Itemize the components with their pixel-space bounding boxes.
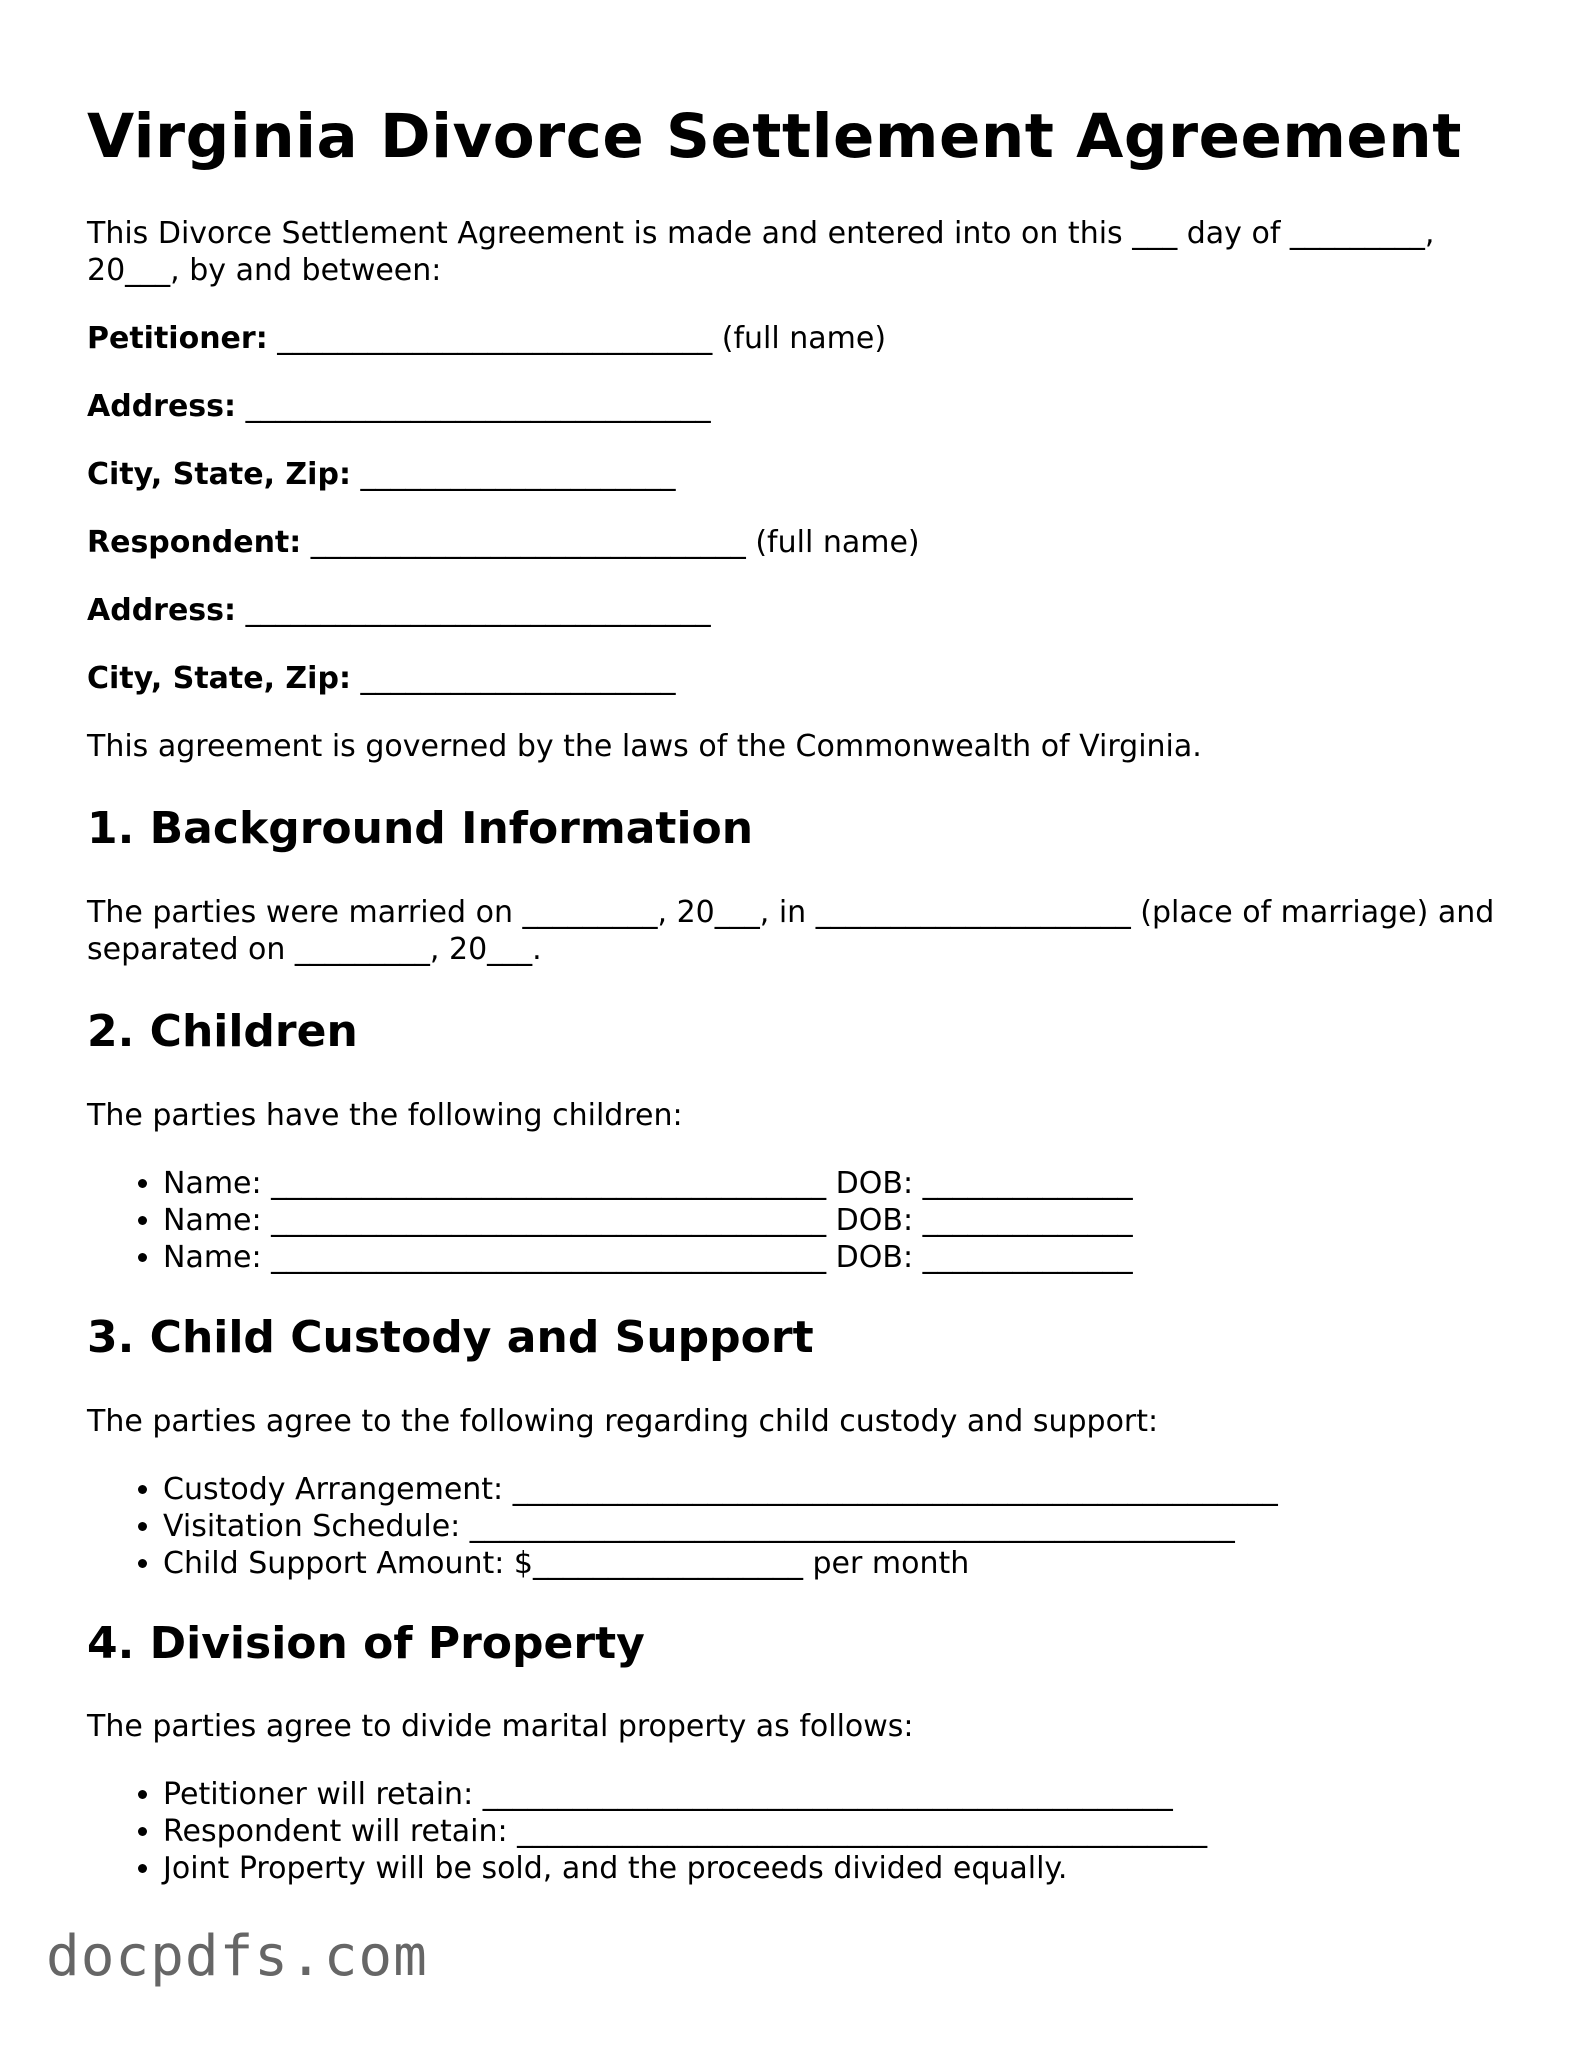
list-item: • Name: _____________________________________ DOB: ______________ (163, 1239, 1527, 1276)
section-2-heading: 2. Children (87, 1005, 358, 1057)
respondent-label: Respondent: (87, 525, 302, 561)
section-2-text: The parties have the following children: (87, 1097, 683, 1133)
petitioner-address-blank: _______________________________ (236, 389, 711, 425)
list-item: • Name: _____________________________________ DOB: ______________ (163, 1165, 1527, 1202)
list-item: • Visitation Schedule: ___________________________________________________ (163, 1508, 1527, 1545)
respondent-city-blank: _____________________ (350, 661, 676, 697)
custody-list (87, 1471, 1527, 1582)
list-item: • Custody Arrangement: ___________________________________________________ (163, 1471, 1527, 1508)
respondent-city-field (87, 660, 1527, 697)
petitioner-blank: _____________________________ (full name) (267, 321, 887, 357)
petitioner-city-blank: _____________________ (350, 457, 676, 493)
petitioner-label: Petitioner: (87, 321, 268, 357)
list-item: • Respondent will retain: ______________________________________________ (163, 1813, 1527, 1850)
section-1-text: The parties were married on _________, 20___, in _____________________ (place of marriage) and separated on _________, 20___. (87, 894, 1495, 967)
governing-law-paragraph: This agreement is governed by the laws of the Commonwealth of Virginia. (87, 729, 1202, 765)
list-item: • Joint Property will be sold, and the proceeds divided equally. (163, 1850, 1527, 1887)
list-item: • Name: _____________________________________ DOB: ______________ (163, 1202, 1527, 1239)
list-item: • Petitioner will retain: ______________________________________________ (163, 1776, 1527, 1813)
respondent-city-label: City, State, Zip: (87, 661, 351, 697)
document-page (87, 100, 1527, 1923)
section-4-heading: 4. Division of Property (87, 1617, 645, 1669)
petitioner-address-field (87, 388, 1527, 425)
section-3-text: The parties agree to the following regarding child custody and support: (87, 1403, 1159, 1439)
document-title: Virginia Divorce Settlement Agreement (87, 101, 1462, 172)
list-item: • Child Support Amount: $__________________ per month (163, 1545, 1527, 1582)
respondent-field (87, 524, 1527, 561)
respondent-address-blank: _______________________________ (236, 593, 711, 629)
petitioner-field (87, 320, 1527, 357)
intro-paragraph: This Divorce Settlement Agreement is made and entered into on this ___ day of _________, 20___, by and between: (87, 216, 1435, 289)
section-1-heading: 1. Background Information (87, 803, 754, 855)
petitioner-city-field (87, 456, 1527, 493)
petitioner-city-label: City, State, Zip: (87, 457, 351, 493)
section-3-heading: 3. Child Custody and Support (87, 1311, 814, 1363)
section-4-text: The parties agree to divide marital property as follows: (87, 1709, 914, 1745)
respondent-address-label: Address: (87, 593, 237, 629)
respondent-address-field (87, 592, 1527, 629)
petitioner-address-label: Address: (87, 389, 237, 425)
property-list (87, 1776, 1527, 1887)
respondent-blank: _____________________________ (full name) (301, 525, 920, 561)
children-list (87, 1165, 1527, 1276)
watermark: docpdfs.com (46, 1924, 428, 1989)
